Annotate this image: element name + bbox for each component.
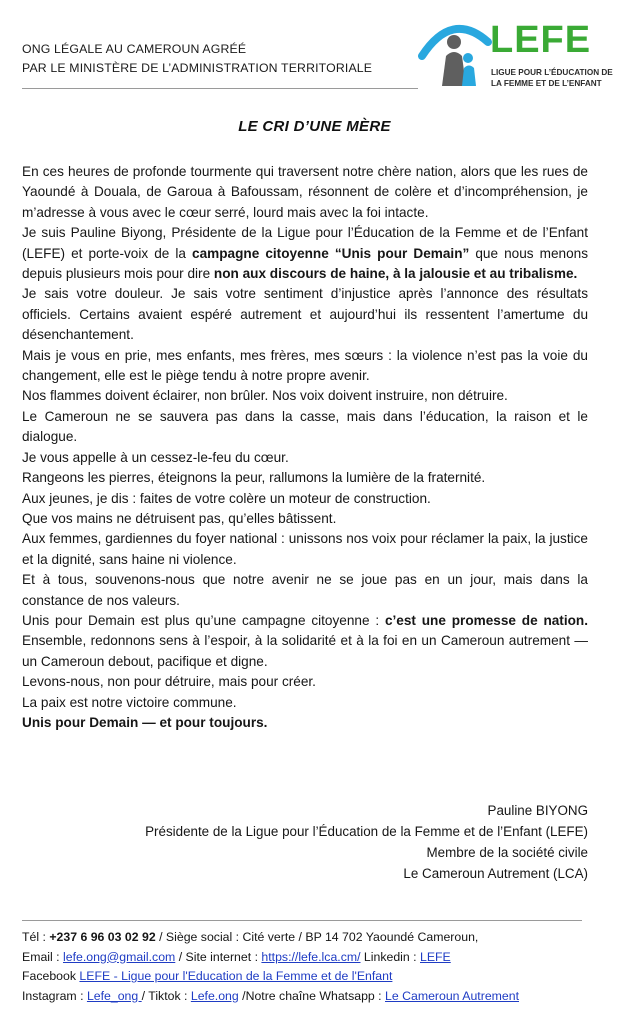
contact-footer — [22, 928, 602, 1006]
slogan-bold: Unis pour Demain — et pour toujours. — [22, 714, 268, 730]
letter-body — [22, 162, 588, 733]
signatory-organization: Le Cameroun Autrement (LCA) — [403, 866, 588, 881]
instagram-link[interactable]: Lefe_ong — [86, 988, 142, 1003]
paragraph — [22, 611, 588, 672]
logo-wordmark: LEFE — [490, 19, 592, 61]
facebook-link[interactable]: LEFE - Ligue pour l'Education de la Femme et de l'Enfant — [79, 969, 393, 983]
signature-block — [22, 800, 588, 884]
footer-phone-line — [22, 928, 602, 948]
campaign-name-bold: campagne citoyenne “Unis pour Demain” — [192, 245, 470, 261]
website-link[interactable]: https://lefe.lca.cm/ — [261, 949, 361, 964]
signatory-role: Présidente de la Ligue pour l’Éducation de la Femme et de l’Enfant (LEFE) — [145, 824, 588, 839]
paragraph: Je sais votre douleur. Je sais votre sentiment d’injustice après l’annonce des résultats officiels. Certains avaient espéré autrement et aujourd’hui ils ressentent l’amertume du désenchantement. — [22, 286, 588, 343]
instagram-label: Instagram : — [22, 988, 87, 1003]
paragraph: Le Cameroun ne se sauvera pas dans la casse, mais dans l’éducation, la raison et le dialogue. — [22, 408, 588, 445]
paragraph: La paix est notre victoire commune. — [22, 694, 237, 710]
text-run: que nous menons depuis plusieurs mois pour dire — [22, 245, 588, 282]
phone-number: +237 6 96 03 02 92 — [49, 930, 156, 944]
footer-social-line — [22, 987, 602, 1007]
facebook-label: Facebook — [22, 969, 80, 983]
org-status-line: ONG LÉGALE AU CAMEROUN AGRÉÉ — [22, 42, 247, 56]
document-title: LE CRI D’UNE MÈRE — [238, 118, 391, 135]
letterhead — [0, 0, 629, 100]
closing-slogan — [22, 713, 588, 733]
site-label: / Site internet : — [175, 949, 262, 964]
text-run: Je suis Pauline Biyong, Présidente de la Ligue pour l’Éducation de la Femme et de l’Enfant (LEFE) et porte-voix de la — [22, 225, 588, 261]
paragraph: Aux jeunes, je dis : faites de votre colère un moteur de construction. — [22, 490, 431, 506]
bold-promise: c’est une promesse de nation. — [384, 612, 588, 628]
paragraph: Nos flammes doivent éclairer, non brûler. Nos voix doivent instruire, non détruire. — [22, 388, 508, 404]
phone-label: Tél : — [22, 930, 50, 944]
paragraph: En ces heures de profonde tourmente qui traversent notre chère nation, alors que les rues de Yaoundé à Douala, de Garoua à Bafoussam, résonnent de colère et d’incompréhension, je m’adresse à vous avec le cœur serré, lourd mais avec la foi intacte. — [22, 164, 588, 220]
linkedin-label: Linkedin : — [360, 949, 420, 964]
whatsapp-label: /Notre chaîne Whatsapp : — [238, 988, 386, 1003]
signatory-name: Pauline BIYONG — [487, 803, 588, 818]
paragraph: Je vous appelle à un cessez-le-feu du cœur. — [22, 449, 289, 465]
paragraph: Que vos mains ne détruisent pas, qu’elles bâtissent. — [22, 510, 337, 526]
org-ministry-line: PAR LE MINISTÈRE DE L’ADMINISTRATION TERRITORIALE — [22, 61, 373, 75]
email-link[interactable]: lefe.ong@gmail.com — [63, 949, 176, 964]
header-divider — [22, 88, 418, 89]
lefe-logo — [418, 12, 623, 96]
paragraph: Et à tous, souvenons-nous que notre avenir ne se joue pas en un jour, mais dans la constance de nos valeurs. — [22, 572, 588, 608]
paragraph: Levons-nous, non pour détruire, mais pour créer. — [22, 674, 316, 690]
address-text: / Siège social : Cité verte / BP 14 702 Yaoundé Cameroun, — [155, 930, 479, 944]
footer-divider — [22, 920, 582, 921]
mother-child-logo-icon — [418, 12, 498, 96]
text-run: Unis pour Demain est plus qu’une campagne citoyenne : — [22, 612, 385, 628]
tiktok-link[interactable]: Lefe.ong — [190, 988, 239, 1003]
paragraph — [22, 223, 588, 284]
logo-tagline-1: LIGUE POUR L’ÉDUCATION DE — [491, 68, 613, 77]
logo-tagline-2: LA FEMME ET DE L’ENFANT — [491, 79, 602, 88]
email-label: Email : — [22, 949, 63, 964]
footer-facebook-line — [22, 967, 602, 987]
paragraph: Aux femmes, gardiennes du foyer national : unissons nos voix pour réclamer la paix, la justice et la dignité, sans haine ni violence. — [22, 531, 588, 567]
text-run: Ensemble, redonnons sens à l’espoir, à la solidarité et à la foi en un Cameroun autrement — un Cameroun debout, pacifique et digne. — [22, 633, 588, 669]
signatory-membership: Membre de la société civile — [426, 845, 588, 860]
bold-statement: non aux discours de haine, à la jalousie et au tribalisme. — [213, 266, 578, 282]
tiktok-label: / Tiktok : — [141, 988, 191, 1003]
footer-email-line — [22, 948, 602, 968]
linkedin-link[interactable]: LEFE — [420, 949, 451, 964]
paragraph: Mais je vous en prie, mes enfants, mes frères, mes sœurs : la violence n’est pas la voie du changement, elle est le piège tendu à notre propre avenir. — [22, 347, 588, 384]
paragraph: Rangeons les pierres, éteignons la peur, rallumons la lumière de la fraternité. — [22, 470, 486, 486]
whatsapp-link[interactable]: Le Cameroun Autrement — [385, 988, 519, 1003]
